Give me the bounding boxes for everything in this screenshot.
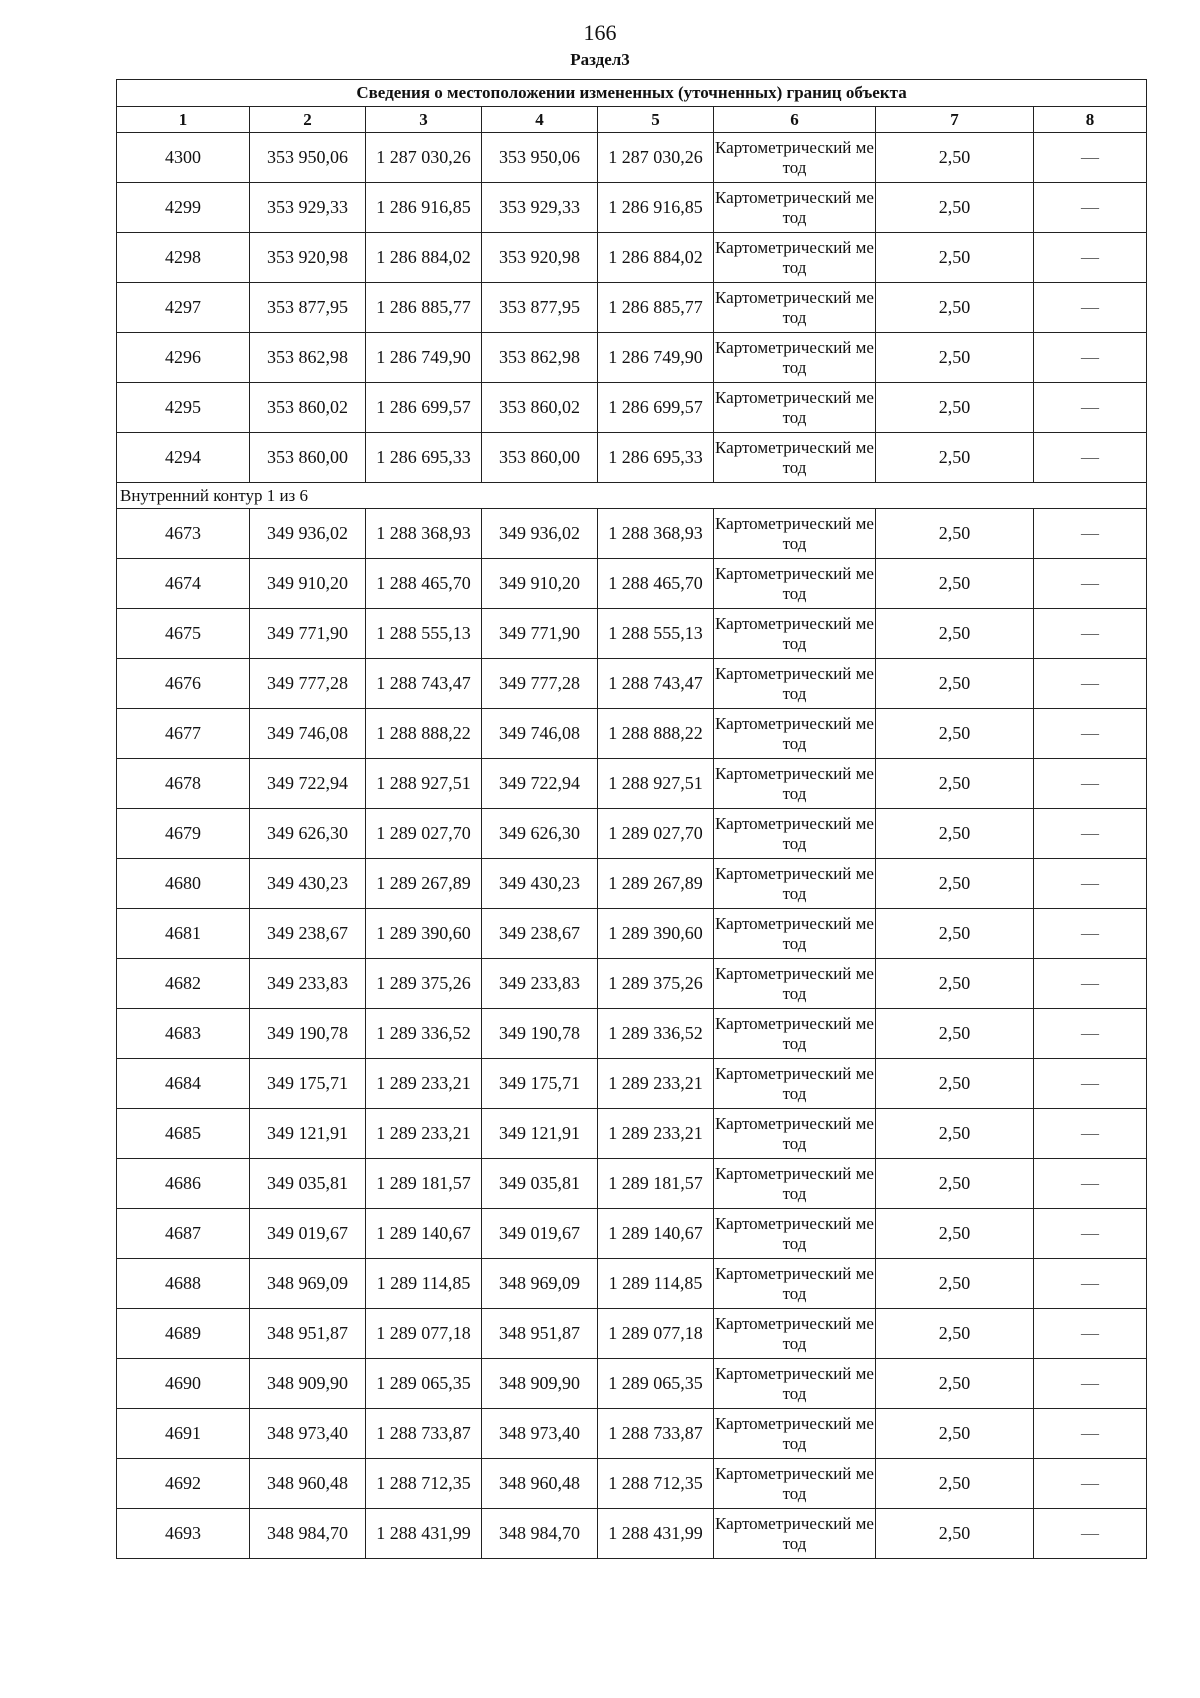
note-cell: —	[1034, 809, 1147, 859]
point-number-cell: 4676	[117, 659, 250, 709]
y-coordinate-cell: 1 288 555,13	[598, 609, 714, 659]
point-number-cell: 4682	[117, 959, 250, 1009]
accuracy-cell: 2,50	[876, 333, 1034, 383]
method-cell: Картометрический метод	[714, 759, 876, 809]
table-row	[117, 859, 1147, 909]
note-cell: —	[1034, 1309, 1147, 1359]
point-number-cell: 4689	[117, 1309, 250, 1359]
x-coordinate-cell: 349 121,91	[250, 1109, 366, 1159]
note-cell: —	[1034, 659, 1147, 709]
y-coordinate-cell: 1 289 267,89	[598, 859, 714, 909]
y-coordinate-cell: 1 288 465,70	[598, 559, 714, 609]
y-coordinate-cell: 1 288 712,35	[366, 1459, 482, 1509]
method-cell: Картометрический метод	[714, 383, 876, 433]
y-coordinate-cell: 1 289 233,21	[366, 1109, 482, 1159]
y-coordinate-cell: 1 288 927,51	[366, 759, 482, 809]
x-coordinate-cell: 348 969,09	[482, 1259, 598, 1309]
x-coordinate-cell: 348 984,70	[250, 1509, 366, 1559]
y-coordinate-cell: 1 289 267,89	[366, 859, 482, 909]
y-coordinate-cell: 1 289 181,57	[366, 1159, 482, 1209]
x-coordinate-cell: 349 771,90	[250, 609, 366, 659]
x-coordinate-cell: 349 190,78	[250, 1009, 366, 1059]
x-coordinate-cell: 353 860,02	[250, 383, 366, 433]
accuracy-cell: 2,50	[876, 709, 1034, 759]
y-coordinate-cell: 1 289 027,70	[598, 809, 714, 859]
method-cell: Картометрический метод	[714, 183, 876, 233]
table-row	[117, 333, 1147, 383]
table-row	[117, 1259, 1147, 1309]
y-coordinate-cell: 1 286 749,90	[366, 333, 482, 383]
x-coordinate-cell: 349 936,02	[250, 509, 366, 559]
column-number: 5	[598, 107, 714, 133]
y-coordinate-cell: 1 289 027,70	[366, 809, 482, 859]
y-coordinate-cell: 1 286 884,02	[366, 233, 482, 283]
accuracy-cell: 2,50	[876, 1509, 1034, 1559]
note-cell: —	[1034, 909, 1147, 959]
table-row	[117, 383, 1147, 433]
y-coordinate-cell: 1 286 695,33	[366, 433, 482, 483]
x-coordinate-cell: 349 746,08	[250, 709, 366, 759]
method-cell: Картометрический метод	[714, 509, 876, 559]
column-number-row	[117, 107, 1147, 133]
table-row	[117, 1209, 1147, 1259]
note-cell: —	[1034, 433, 1147, 483]
x-coordinate-cell: 353 929,33	[250, 183, 366, 233]
y-coordinate-cell: 1 286 749,90	[598, 333, 714, 383]
note-cell: —	[1034, 183, 1147, 233]
x-coordinate-cell: 353 877,95	[250, 283, 366, 333]
y-coordinate-cell: 1 288 431,99	[366, 1509, 482, 1559]
method-cell: Картометрический метод	[714, 959, 876, 1009]
method-cell: Картометрический метод	[714, 233, 876, 283]
y-coordinate-cell: 1 288 555,13	[366, 609, 482, 659]
point-number-cell: 4677	[117, 709, 250, 759]
y-coordinate-cell: 1 288 927,51	[598, 759, 714, 809]
accuracy-cell: 2,50	[876, 1109, 1034, 1159]
method-cell: Картометрический метод	[714, 1209, 876, 1259]
point-number-cell: 4681	[117, 909, 250, 959]
y-coordinate-cell: 1 288 368,93	[598, 509, 714, 559]
table-row	[117, 1459, 1147, 1509]
accuracy-cell: 2,50	[876, 233, 1034, 283]
page-number: 166	[583, 20, 617, 45]
x-coordinate-cell: 349 746,08	[482, 709, 598, 759]
section-title: Раздел3	[570, 50, 630, 69]
note-cell: —	[1034, 1409, 1147, 1459]
x-coordinate-cell: 349 233,83	[250, 959, 366, 1009]
x-coordinate-cell: 353 920,98	[250, 233, 366, 283]
note-cell: —	[1034, 1109, 1147, 1159]
x-coordinate-cell: 349 910,20	[250, 559, 366, 609]
x-coordinate-cell: 348 909,90	[482, 1359, 598, 1409]
column-number: 3	[366, 107, 482, 133]
table-row	[117, 1109, 1147, 1159]
y-coordinate-cell: 1 288 733,87	[598, 1409, 714, 1459]
y-coordinate-cell: 1 289 375,26	[598, 959, 714, 1009]
note-cell: —	[1034, 1059, 1147, 1109]
x-coordinate-cell: 349 771,90	[482, 609, 598, 659]
x-coordinate-cell: 348 960,48	[250, 1459, 366, 1509]
table-row	[117, 559, 1147, 609]
column-number: 6	[714, 107, 876, 133]
accuracy-cell: 2,50	[876, 1359, 1034, 1409]
table-row	[117, 809, 1147, 859]
x-coordinate-cell: 349 626,30	[482, 809, 598, 859]
table-row	[117, 283, 1147, 333]
method-cell: Картометрический метод	[714, 909, 876, 959]
x-coordinate-cell: 353 929,33	[482, 183, 598, 233]
accuracy-cell: 2,50	[876, 133, 1034, 183]
table-body-contour-heading	[117, 483, 1147, 509]
accuracy-cell: 2,50	[876, 759, 1034, 809]
y-coordinate-cell: 1 289 140,67	[366, 1209, 482, 1259]
table-row	[117, 709, 1147, 759]
accuracy-cell: 2,50	[876, 1159, 1034, 1209]
method-cell: Картометрический метод	[714, 283, 876, 333]
table-row	[117, 1309, 1147, 1359]
note-cell: —	[1034, 1009, 1147, 1059]
method-cell: Картометрический метод	[714, 659, 876, 709]
x-coordinate-cell: 353 920,98	[482, 233, 598, 283]
x-coordinate-cell: 349 936,02	[482, 509, 598, 559]
y-coordinate-cell: 1 288 431,99	[598, 1509, 714, 1559]
method-cell: Картометрический метод	[714, 1009, 876, 1059]
note-cell: —	[1034, 1459, 1147, 1509]
method-cell: Картометрический метод	[714, 433, 876, 483]
column-number: 1	[117, 107, 250, 133]
y-coordinate-cell: 1 288 465,70	[366, 559, 482, 609]
coordinates-table	[116, 79, 1147, 1559]
point-number-cell: 4294	[117, 433, 250, 483]
method-cell: Картометрический метод	[714, 333, 876, 383]
point-number-cell: 4295	[117, 383, 250, 433]
note-cell: —	[1034, 1359, 1147, 1409]
table-row	[117, 1159, 1147, 1209]
x-coordinate-cell: 353 860,00	[482, 433, 598, 483]
method-cell: Картометрический метод	[714, 1259, 876, 1309]
point-number-cell: 4296	[117, 333, 250, 383]
point-number-cell: 4299	[117, 183, 250, 233]
note-cell: —	[1034, 959, 1147, 1009]
y-coordinate-cell: 1 286 916,85	[598, 183, 714, 233]
y-coordinate-cell: 1 288 743,47	[598, 659, 714, 709]
note-cell: —	[1034, 1159, 1147, 1209]
accuracy-cell: 2,50	[876, 1209, 1034, 1259]
point-number-cell: 4686	[117, 1159, 250, 1209]
x-coordinate-cell: 349 238,67	[482, 909, 598, 959]
note-cell: —	[1034, 1259, 1147, 1309]
note-cell: —	[1034, 333, 1147, 383]
table-row	[117, 183, 1147, 233]
table-body-inner-contour	[117, 509, 1147, 1559]
column-number: 8	[1034, 107, 1147, 133]
note-cell: —	[1034, 1509, 1147, 1559]
point-number-cell: 4679	[117, 809, 250, 859]
table-row	[117, 609, 1147, 659]
y-coordinate-cell: 1 289 233,21	[598, 1059, 714, 1109]
x-coordinate-cell: 348 909,90	[250, 1359, 366, 1409]
point-number-cell: 4680	[117, 859, 250, 909]
y-coordinate-cell: 1 289 336,52	[366, 1009, 482, 1059]
x-coordinate-cell: 353 950,06	[482, 133, 598, 183]
accuracy-cell: 2,50	[876, 1309, 1034, 1359]
x-coordinate-cell: 349 777,28	[250, 659, 366, 709]
x-coordinate-cell: 353 862,98	[250, 333, 366, 383]
y-coordinate-cell: 1 286 699,57	[598, 383, 714, 433]
y-coordinate-cell: 1 289 077,18	[598, 1309, 714, 1359]
note-cell: —	[1034, 559, 1147, 609]
x-coordinate-cell: 353 862,98	[482, 333, 598, 383]
x-coordinate-cell: 349 175,71	[482, 1059, 598, 1109]
x-coordinate-cell: 349 722,94	[250, 759, 366, 809]
accuracy-cell: 2,50	[876, 383, 1034, 433]
y-coordinate-cell: 1 289 140,67	[598, 1209, 714, 1259]
table-row	[117, 759, 1147, 809]
point-number-cell: 4690	[117, 1359, 250, 1409]
x-coordinate-cell: 349 626,30	[250, 809, 366, 859]
x-coordinate-cell: 349 777,28	[482, 659, 598, 709]
x-coordinate-cell: 348 973,40	[482, 1409, 598, 1459]
accuracy-cell: 2,50	[876, 509, 1034, 559]
y-coordinate-cell: 1 288 743,47	[366, 659, 482, 709]
accuracy-cell: 2,50	[876, 1409, 1034, 1459]
point-number-cell: 4685	[117, 1109, 250, 1159]
method-cell: Картометрический метод	[714, 709, 876, 759]
note-cell: —	[1034, 609, 1147, 659]
point-number-cell: 4692	[117, 1459, 250, 1509]
y-coordinate-cell: 1 289 336,52	[598, 1009, 714, 1059]
method-cell: Картометрический метод	[714, 559, 876, 609]
method-cell: Картометрический метод	[714, 809, 876, 859]
table-row	[117, 233, 1147, 283]
x-coordinate-cell: 353 860,02	[482, 383, 598, 433]
y-coordinate-cell: 1 289 390,60	[366, 909, 482, 959]
y-coordinate-cell: 1 288 888,22	[598, 709, 714, 759]
y-coordinate-cell: 1 286 884,02	[598, 233, 714, 283]
x-coordinate-cell: 349 233,83	[482, 959, 598, 1009]
method-cell: Картометрический метод	[714, 1159, 876, 1209]
y-coordinate-cell: 1 287 030,26	[598, 133, 714, 183]
note-cell: —	[1034, 709, 1147, 759]
y-coordinate-cell: 1 288 888,22	[366, 709, 482, 759]
point-number-cell: 4687	[117, 1209, 250, 1259]
note-cell: —	[1034, 233, 1147, 283]
y-coordinate-cell: 1 288 733,87	[366, 1409, 482, 1459]
point-number-cell: 4674	[117, 559, 250, 609]
x-coordinate-cell: 349 035,81	[250, 1159, 366, 1209]
x-coordinate-cell: 349 121,91	[482, 1109, 598, 1159]
y-coordinate-cell: 1 287 030,26	[366, 133, 482, 183]
y-coordinate-cell: 1 289 077,18	[366, 1309, 482, 1359]
method-cell: Картометрический метод	[714, 1359, 876, 1409]
table-row	[117, 433, 1147, 483]
table-row	[117, 1059, 1147, 1109]
table-row	[117, 659, 1147, 709]
accuracy-cell: 2,50	[876, 809, 1034, 859]
method-cell: Картометрический метод	[714, 1509, 876, 1559]
point-number-cell: 4678	[117, 759, 250, 809]
y-coordinate-cell: 1 289 065,35	[598, 1359, 714, 1409]
y-coordinate-cell: 1 289 065,35	[366, 1359, 482, 1409]
accuracy-cell: 2,50	[876, 859, 1034, 909]
x-coordinate-cell: 353 860,00	[250, 433, 366, 483]
x-coordinate-cell: 348 951,87	[250, 1309, 366, 1359]
x-coordinate-cell: 348 984,70	[482, 1509, 598, 1559]
method-cell: Картометрический метод	[714, 1109, 876, 1159]
y-coordinate-cell: 1 289 390,60	[598, 909, 714, 959]
x-coordinate-cell: 349 035,81	[482, 1159, 598, 1209]
x-coordinate-cell: 349 238,67	[250, 909, 366, 959]
accuracy-cell: 2,50	[876, 1009, 1034, 1059]
note-cell: —	[1034, 859, 1147, 909]
method-cell: Картометрический метод	[714, 1409, 876, 1459]
accuracy-cell: 2,50	[876, 283, 1034, 333]
x-coordinate-cell: 349 175,71	[250, 1059, 366, 1109]
y-coordinate-cell: 1 286 885,77	[598, 283, 714, 333]
table-row	[117, 1009, 1147, 1059]
column-number: 2	[250, 107, 366, 133]
point-number-cell: 4683	[117, 1009, 250, 1059]
method-cell: Картометрический метод	[714, 609, 876, 659]
table-row	[117, 959, 1147, 1009]
x-coordinate-cell: 349 190,78	[482, 1009, 598, 1059]
x-coordinate-cell: 353 877,95	[482, 283, 598, 333]
x-coordinate-cell: 349 430,23	[250, 859, 366, 909]
note-cell: —	[1034, 283, 1147, 333]
method-cell: Картометрический метод	[714, 1459, 876, 1509]
method-cell: Картометрический метод	[714, 859, 876, 909]
y-coordinate-cell: 1 286 916,85	[366, 183, 482, 233]
note-cell: —	[1034, 383, 1147, 433]
method-cell: Картометрический метод	[714, 1309, 876, 1359]
point-number-cell: 4688	[117, 1259, 250, 1309]
accuracy-cell: 2,50	[876, 183, 1034, 233]
table-caption: Сведения о местоположении измененных (уточненных) границ объекта	[117, 80, 1147, 107]
accuracy-cell: 2,50	[876, 433, 1034, 483]
y-coordinate-cell: 1 289 233,21	[366, 1059, 482, 1109]
table-row	[117, 1359, 1147, 1409]
method-cell: Картометрический метод	[714, 133, 876, 183]
y-coordinate-cell: 1 286 695,33	[598, 433, 714, 483]
accuracy-cell: 2,50	[876, 959, 1034, 1009]
x-coordinate-cell: 353 950,06	[250, 133, 366, 183]
accuracy-cell: 2,50	[876, 559, 1034, 609]
column-number: 7	[876, 107, 1034, 133]
y-coordinate-cell: 1 288 712,35	[598, 1459, 714, 1509]
y-coordinate-cell: 1 289 114,85	[598, 1259, 714, 1309]
note-cell: —	[1034, 1209, 1147, 1259]
note-cell: —	[1034, 133, 1147, 183]
note-cell: —	[1034, 759, 1147, 809]
table-row	[117, 1509, 1147, 1559]
y-coordinate-cell: 1 289 375,26	[366, 959, 482, 1009]
table-caption-row	[117, 80, 1147, 107]
y-coordinate-cell: 1 289 233,21	[598, 1109, 714, 1159]
x-coordinate-cell: 348 973,40	[250, 1409, 366, 1459]
x-coordinate-cell: 349 910,20	[482, 559, 598, 609]
table-body-outer-contour	[117, 133, 1147, 483]
x-coordinate-cell: 349 430,23	[482, 859, 598, 909]
method-cell: Картометрический метод	[714, 1059, 876, 1109]
accuracy-cell: 2,50	[876, 1059, 1034, 1109]
y-coordinate-cell: 1 286 885,77	[366, 283, 482, 333]
x-coordinate-cell: 349 722,94	[482, 759, 598, 809]
y-coordinate-cell: 1 289 181,57	[598, 1159, 714, 1209]
accuracy-cell: 2,50	[876, 659, 1034, 709]
y-coordinate-cell: 1 286 699,57	[366, 383, 482, 433]
point-number-cell: 4675	[117, 609, 250, 659]
point-number-cell: 4297	[117, 283, 250, 333]
point-number-cell: 4300	[117, 133, 250, 183]
point-number-cell: 4673	[117, 509, 250, 559]
accuracy-cell: 2,50	[876, 909, 1034, 959]
point-number-cell: 4298	[117, 233, 250, 283]
point-number-cell: 4693	[117, 1509, 250, 1559]
column-number: 4	[482, 107, 598, 133]
y-coordinate-cell: 1 289 114,85	[366, 1259, 482, 1309]
contour-label: Внутренний контур 1 из 6	[117, 483, 1147, 509]
accuracy-cell: 2,50	[876, 1259, 1034, 1309]
accuracy-cell: 2,50	[876, 609, 1034, 659]
table-row	[117, 1409, 1147, 1459]
note-cell: —	[1034, 509, 1147, 559]
x-coordinate-cell: 348 951,87	[482, 1309, 598, 1359]
x-coordinate-cell: 349 019,67	[482, 1209, 598, 1259]
contour-heading-row	[117, 483, 1147, 509]
x-coordinate-cell: 348 969,09	[250, 1259, 366, 1309]
table-row	[117, 509, 1147, 559]
point-number-cell: 4684	[117, 1059, 250, 1109]
accuracy-cell: 2,50	[876, 1459, 1034, 1509]
x-coordinate-cell: 349 019,67	[250, 1209, 366, 1259]
table-row	[117, 909, 1147, 959]
point-number-cell: 4691	[117, 1409, 250, 1459]
x-coordinate-cell: 348 960,48	[482, 1459, 598, 1509]
y-coordinate-cell: 1 288 368,93	[366, 509, 482, 559]
table-row	[117, 133, 1147, 183]
